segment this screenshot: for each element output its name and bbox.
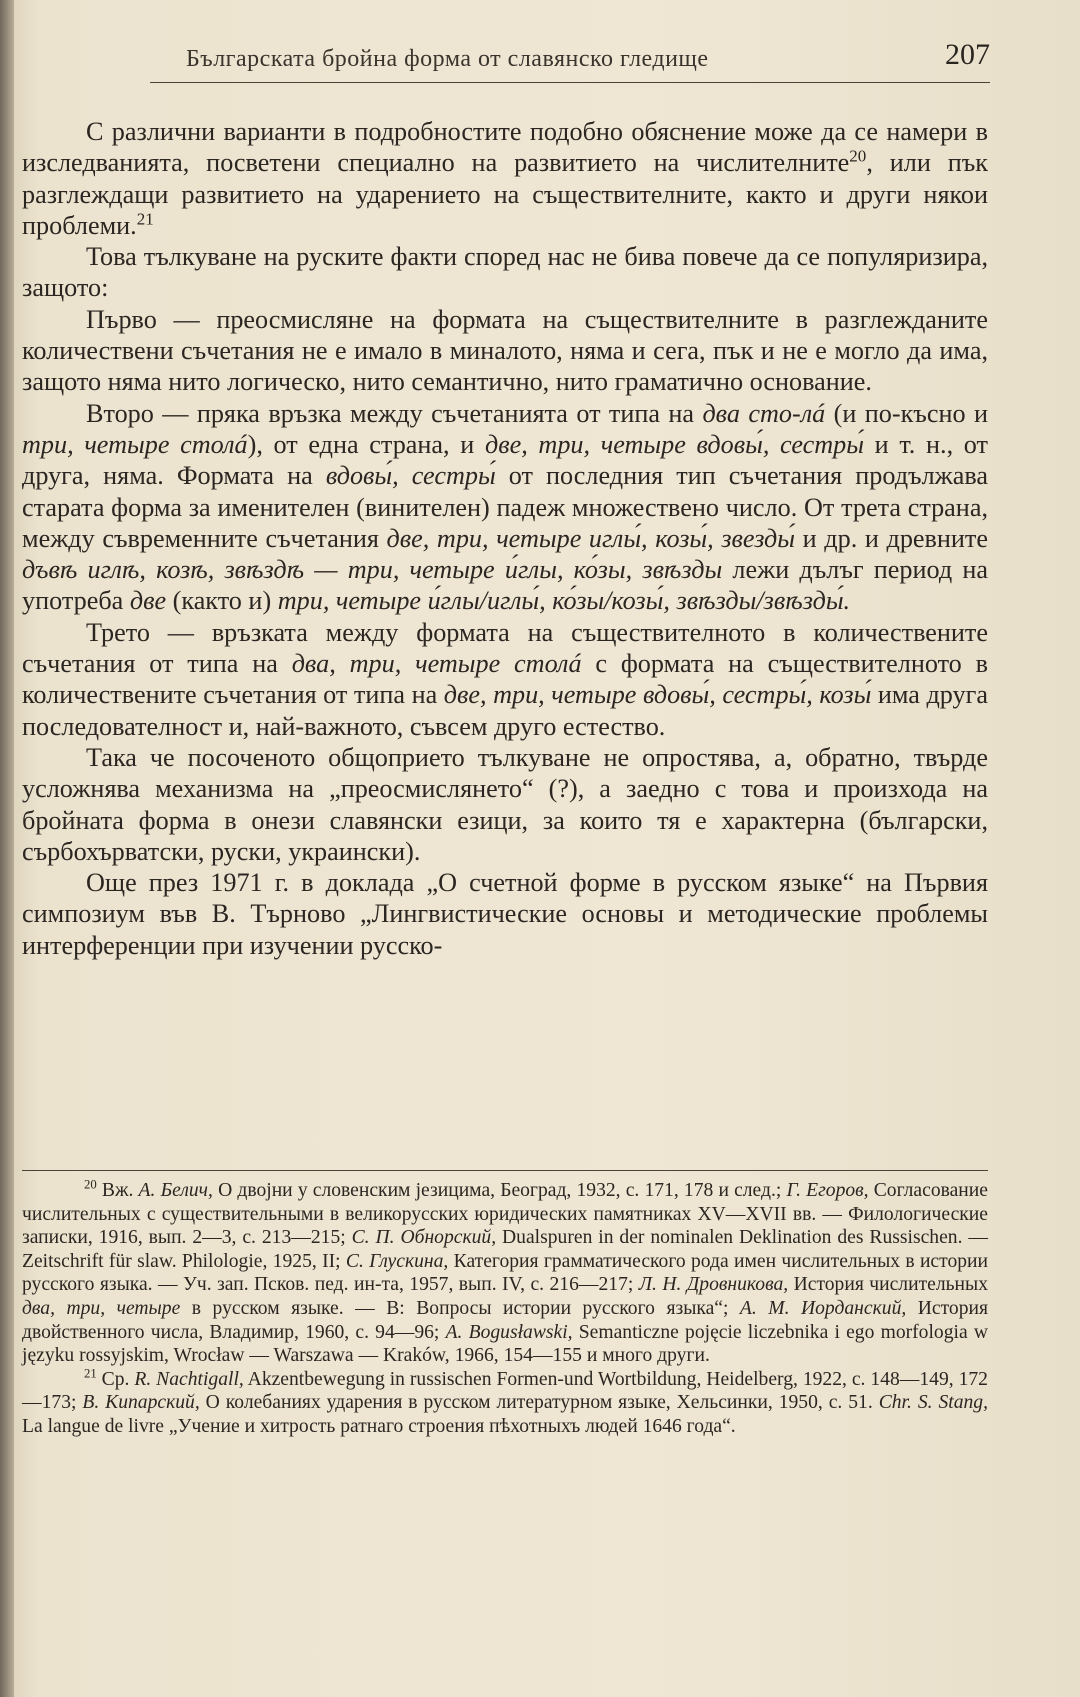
author-name: Л. Н. Дровникова, — [638, 1274, 789, 1296]
example-form: две, три, четыре вдовы́, сестры́, козы́ — [443, 680, 872, 710]
text-run: История двойственного числа, Владимир, 1960, с. 94—96; — [22, 1297, 988, 1343]
author-name: R. Nachtigall, — [134, 1368, 244, 1390]
text-run: История числительных — [788, 1274, 988, 1296]
example-form: две — [129, 586, 167, 616]
footnote-ref-20: 20 — [849, 146, 867, 166]
text-run: Трето — връзката между формата на съществителното в количествените съчетания от типа на — [22, 617, 988, 679]
paragraph-5 — [22, 617, 988, 742]
author-name: А. М. Иорданский, — [739, 1297, 907, 1319]
paragraph-2: Това тълкуване на руските факти според нас не бива повече да се популяризира, защото: — [22, 242, 988, 303]
text-run: от последния тип съчетания продължава старата форма за именителен (винителен) падеж множествено число. От трета страна, между съвременните съчетания — [22, 461, 989, 553]
text-run: и т. н., от друга, няма. Формата на — [22, 429, 988, 491]
text-run: Dualspuren in der nominalen Deklination des Russischen. — Zeitschrift für slaw. Philologie, 1925, II; — [22, 1227, 988, 1272]
text-run: Akzentbewegung in russischen Formen-und Wortbildung, Heidelberg, 1922, с. 148—149, 172—173; — [22, 1368, 988, 1414]
text-run: О колебаниях ударения в русском литературном языке, Хельсинки, 1950, с. 51. — [199, 1392, 879, 1414]
example-form: вдовы́, сестры́ — [325, 461, 496, 491]
text-run: (както и) — [166, 586, 278, 616]
author-name: Chr. S. Stang, — [878, 1392, 988, 1414]
text-run: в русском языке. — В: Вопросы истории русского языка“; — [180, 1297, 740, 1319]
footnote-21 — [22, 1368, 988, 1439]
footnote-number: 21 — [84, 1366, 97, 1381]
footnote-20 — [22, 1179, 988, 1368]
example-form: две, три, четыре иглы́, козы́, звезды́ — [386, 523, 796, 553]
text-run: Категория грамматического рода имен числительных в истории русского языка. — Уч. зап. Псков. пед. ин-та, 1957, вып. IV, с. 216—217; — [22, 1250, 989, 1296]
paragraph-1 — [22, 116, 988, 241]
text-run: , или пък разглеждащи развитието на ударението на съществителните, както и други някои проблеми. — [22, 148, 988, 240]
text-run: и др. и древните — [795, 523, 988, 553]
text-run: О двојни у словенским језицима, Београд, 1932, с. 171, 178 и след.; — [212, 1180, 787, 1201]
example-form: дъвѣ иглѣ, козѣ, звѣздѣ — три, четыре и́глы, ко́зы, звѣзды — [22, 555, 723, 585]
author-name: В. Кипарский, — [82, 1392, 200, 1414]
author-name: A. Bogusławski, — [445, 1321, 573, 1343]
text-run: Второ — пряка връзка между съчетанията от типа на — [86, 398, 703, 428]
page-header — [150, 38, 990, 83]
example-form: два, три, четыре — [22, 1297, 181, 1319]
example-form: два сто-лá — [702, 398, 826, 428]
text-run: С различни варианти в подробностите подобно обяснение може да се намери в изследванията, посветени специално на развитието на числителните — [22, 117, 988, 178]
footnote-number: 20 — [84, 1177, 97, 1192]
text-run: има друга последователност и, най-важното, съвсем друго естество. — [22, 680, 988, 741]
text-run: Semanticzne pojęcie liczebnika i ego morfologia w języku rossyjskim, Wrocław — Warszawa — Kraków, 1966, 154—155 и много други. — [22, 1321, 988, 1367]
main-text — [22, 116, 988, 961]
example-form: две, три, четыре вдовы́, сестры́ — [484, 429, 864, 459]
author-name: А. Белич, — [138, 1180, 213, 1201]
example-form: три, четыре столá — [22, 429, 248, 459]
text-run: лежи дълъг период на употреба — [22, 555, 989, 616]
page-number: 207 — [945, 38, 990, 71]
paragraph-3: Първо — преосмисляне на формата на съществителните в разглежданите количествени съчетания не е имало в миналото, няма и сега, пък и не е могло да има, защото няма нито логическо, нито семантично, нито граматично основание. — [22, 304, 988, 397]
text-run: La langue de livre „Учение и хитрость ратнаго строения пѣхотныхъ людей 1646 года“. — [22, 1415, 736, 1437]
paragraph-7: Още през 1971 г. в доклада „О счетной форме в русском языке“ на Първия симпозиум във В. Търново „Лингвистические основы и методические проблемы интерференции при изучении русско- — [22, 868, 988, 960]
text-run: с формата на съществителното в количествените съчетания от типа на — [22, 649, 988, 710]
paragraph-4 — [22, 398, 988, 617]
text-run: Вж. — [96, 1180, 139, 1201]
example-form: два, три, четыре столá — [291, 649, 582, 679]
example-form: три, четыре и́глы/иглы́, ко́зы/козы́, звѣзды/звѣзды́. — [277, 586, 851, 616]
text-run: (и по-късно и — [825, 398, 988, 428]
text-run: Ср. — [96, 1368, 135, 1390]
footnotes — [22, 1170, 988, 1439]
paragraph-6: Така че посоченото общоприето тълкуване не опростява, а, обратно, твърде усложнява механизма на „преосмислянето“ (?), а заедно с това и произхода на бройната форма в онези славянски езици, за които тя е характерна (български, сърбохърватски, руски, украински). — [22, 742, 988, 866]
author-name: С. П. Обнорский, — [351, 1227, 497, 1249]
text-run: ), от една страна, и — [247, 429, 485, 459]
book-spine-shadow — [0, 0, 14, 1697]
running-title: Българската бройна форма от славянско гледище — [186, 46, 709, 72]
text-run: Согласование числительных с существительными в великорусских юридических памятниках XV—XVII вв. — Филологические записки, 1916, вып. 2—3, с. 213—215; — [22, 1180, 988, 1249]
author-name: Г. Егоров, — [786, 1180, 869, 1201]
author-name: С. Глускина, — [345, 1250, 449, 1272]
footnote-ref-21: 21 — [136, 209, 154, 229]
